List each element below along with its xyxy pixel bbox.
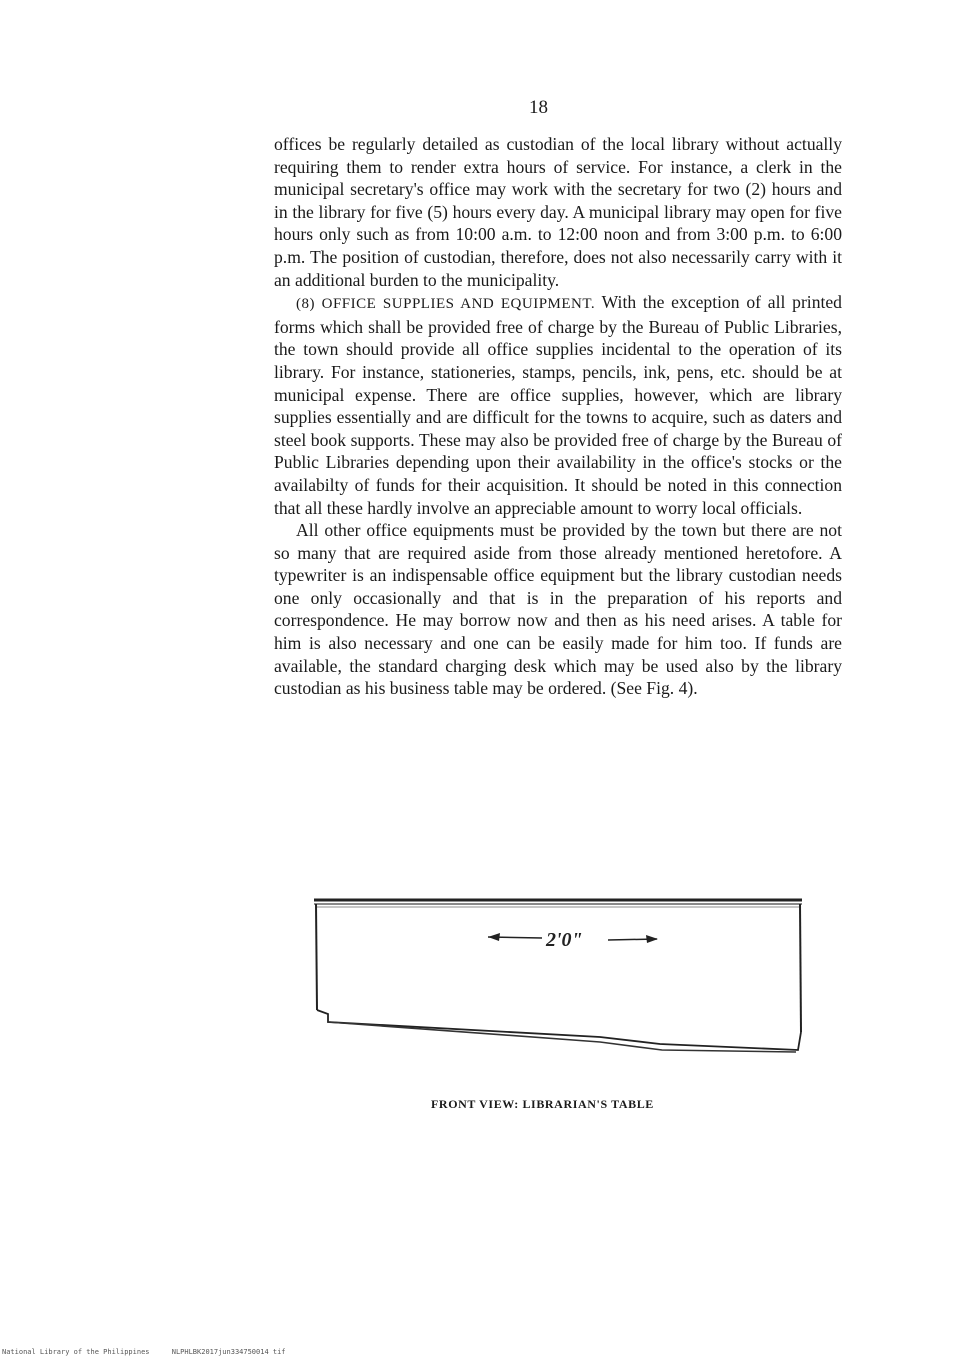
section-heading: (8) OFFICE SUPPLIES AND EQUIPMENT. bbox=[296, 296, 596, 313]
footer bbox=[2, 1348, 304, 1356]
paragraph-3: All other office equipments must be provided by the town but there are not so many that are required aside from those already mentioned heretofore. A typewriter is an indispensable office equipment but the library custodian needs one only occasionally and that is in the preparation of his reports and correspondence. He may borrow now and then as his need arises. A table for him is also necessary and one can be easily made for him too. If funds are available, the standard charging desk which may be used also by the library custodian as his business table may be ordered. (See Fig. 4). bbox=[274, 520, 842, 699]
librarian-table-figure bbox=[300, 882, 820, 1082]
paragraph-2 bbox=[274, 291, 842, 519]
body-text bbox=[274, 133, 842, 700]
figure-caption: FRONT VIEW: LIBRARIAN'S TABLE bbox=[431, 1097, 654, 1111]
table-drawing bbox=[300, 882, 820, 1082]
dimension-label: 2'0" bbox=[546, 929, 583, 951]
paragraph-2-text: With the exception of all printed forms which shall be provided free of charge by the Bureau of Public Libraries, the town should provide all office supplies incidental to the operation of its library. For instance, stationeries, stamps, pencils, ink, pens, etc. should be at municipal expense. There are office supplies, however, which are library supplies essentially and are difficult for the towns to acquire, such as daters and steel book supports. These may also be provided free of charge by the Bureau of Public Libraries depending upon their availability in the office's stocks or the availabilty of funds for their acquisition. It should be noted in this connection that all these hardly involve an appreciable amount to worry local officials. bbox=[274, 292, 842, 518]
footer-library: National Library of the Philippines bbox=[2, 1348, 150, 1356]
footer-file-id: NLPHLBK2017jun334750014 tif bbox=[171, 1348, 286, 1356]
paragraph-1: offices be regularly detailed as custodian of the local library without actually requiring them to render extra hours of service. For instance, a clerk in the municipal secretary's office may work with the secretary for two (2) hours and in the library for five (5) hours every day. A municipal library may open for five hours only such as from 10:00 a.m. to 12:00 noon and from 3:00 p.m. to 6:00 p.m. The position of custodian, therefore, does not also necessarily carry with it an additional burden to the municipality. bbox=[274, 134, 842, 290]
page-number: 18 bbox=[529, 97, 548, 118]
